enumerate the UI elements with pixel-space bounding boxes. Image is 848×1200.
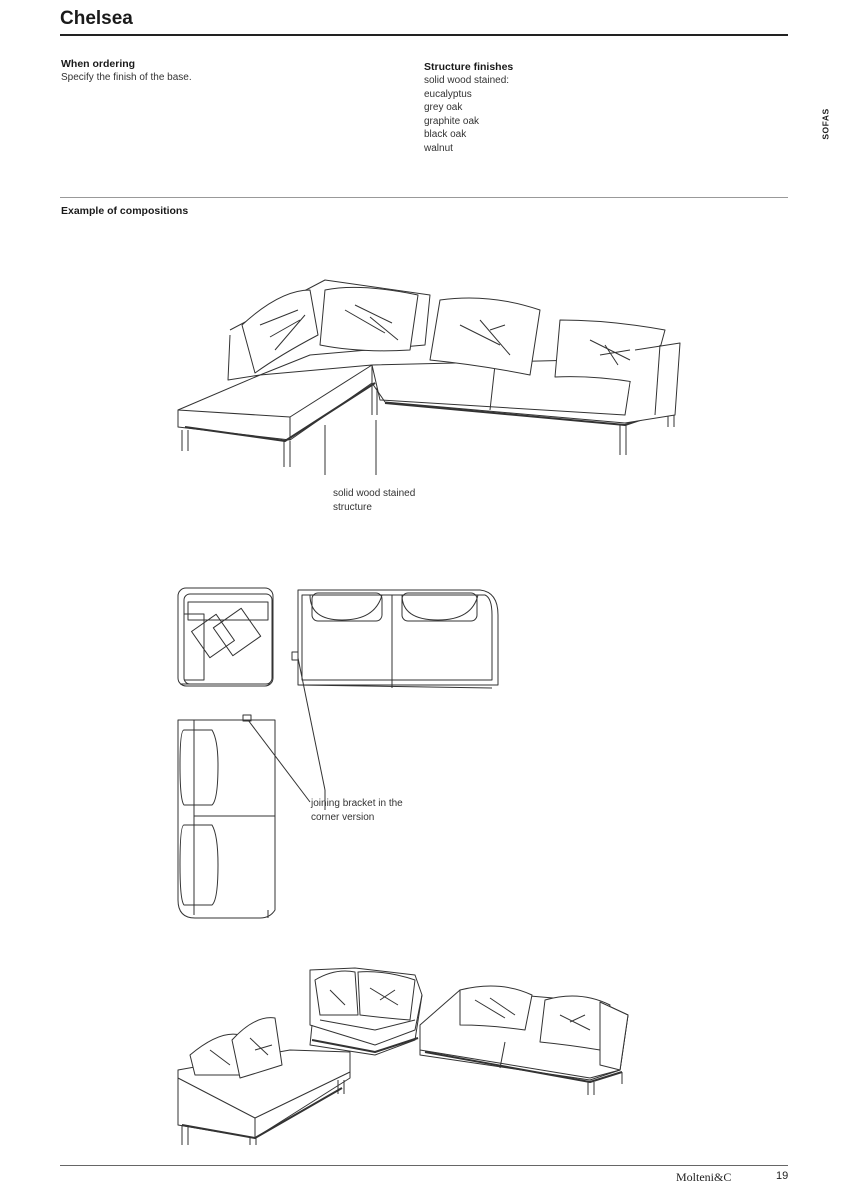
section-divider	[60, 197, 788, 198]
compositions-heading: Example of compositions	[61, 205, 189, 217]
structure-callout-line1: solid wood stained	[333, 488, 416, 499]
sofa-plan-drawing	[160, 580, 520, 925]
structure-callout	[333, 487, 453, 514]
side-label-text: SOFAS	[821, 108, 831, 140]
corner-sofa-perspective-drawing	[160, 265, 700, 475]
structure-callout-line2: structure	[333, 501, 372, 513]
section-side-label	[812, 104, 840, 144]
footer-rule	[60, 1165, 788, 1166]
finish-item: walnut	[424, 142, 453, 154]
page-title: Chelsea	[60, 8, 133, 29]
bracket-callout-line2: corner version	[311, 811, 375, 823]
finishes-section	[424, 61, 674, 156]
bracket-callout	[311, 797, 431, 824]
bracket-callout-line1: joining bracket in the	[311, 798, 403, 809]
ordering-text: Specify the finish of the base.	[61, 72, 192, 83]
sofa-modules-perspective-drawing	[160, 960, 640, 1145]
finishes-list	[424, 74, 674, 156]
finish-item: solid wood stained:	[424, 75, 510, 86]
finish-item: grey oak	[424, 102, 463, 114]
header-rule	[60, 34, 788, 36]
finish-item: eucalyptus	[424, 88, 472, 100]
ordering-heading: When ordering	[61, 58, 136, 70]
finish-item: black oak	[424, 129, 467, 141]
ordering-section	[61, 58, 361, 85]
finishes-heading: Structure finishes	[424, 61, 514, 73]
finish-item: graphite oak	[424, 115, 480, 127]
page-number: 19	[776, 1170, 789, 1182]
brand-logo: Molteni&C	[676, 1170, 732, 1184]
